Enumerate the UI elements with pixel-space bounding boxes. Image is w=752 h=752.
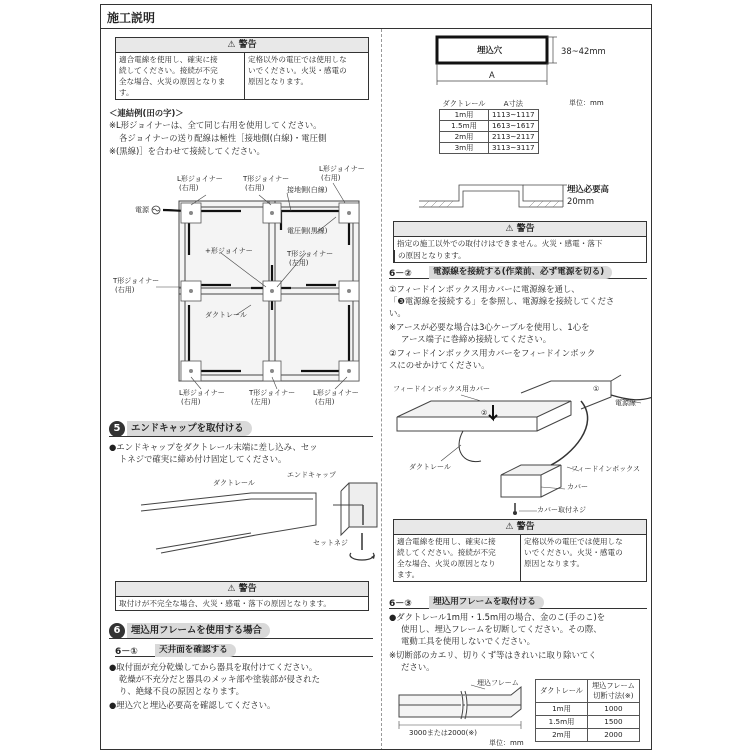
label-unit-1: 単位：mm — [569, 99, 604, 107]
label-t-joiner-mid-sub: (左用) — [289, 259, 309, 267]
section-6-1-line-2: 乾燥が不充分だと器具のメッキ部や塗装部が侵された — [119, 674, 320, 684]
label-cutout-hole: 埋込穴 — [477, 45, 503, 55]
label-t-joiner-bottom: T形ジョイナー — [249, 389, 296, 397]
label-power: 電源 — [135, 206, 149, 214]
frame-illustration — [101, 5, 652, 750]
frame-cut-table: ダクトレール 埋込フレーム 切断寸法(※) 1m用 1000 1.5m用 1500 2m用 2000 — [535, 679, 640, 742]
label-l-joiner-br: L形ジョイナー — [313, 389, 359, 397]
label-unit-2: 単位：mm — [489, 739, 524, 747]
warning-box-install: ⚠ 警告 指定の施工以外での取付けはできません。火災・感電・落下 の原因となります。 — [393, 221, 647, 263]
section-6-1-line-1: ●取付面が充分乾燥してから器具を取付けてください。 — [109, 662, 318, 672]
section-6-header: 6 埋込用フレームを使用する場合 — [109, 625, 373, 639]
label-set-screw: セットネジ — [313, 539, 348, 547]
warning-box-endcap: ⚠ 警告 取付けが不完全な場合、火災・感電・落下の原因となります。 — [115, 581, 369, 611]
label-l-joiner-tl-sub: (右用) — [179, 184, 199, 192]
label-ground-white: 接地側(白線) — [287, 186, 328, 194]
label-endcap: エンドキャップ — [287, 471, 336, 479]
section-6-3-line-1: ●ダクトレール1m用・1.5m用の場合、金のこ(手のこ)を — [389, 612, 606, 622]
label-embed-height-value: 20mm — [567, 196, 594, 206]
section-6-3-header: 6－③ 埋込用フレームを取付ける — [389, 597, 647, 609]
section-6-1-line-3: り、絶縁不良の原因となります。 — [119, 686, 244, 696]
section-6-2-line-5: アース端子に巻締め接続してください。 — [401, 334, 552, 344]
section-6-2-line-2: 「❸電源線を接続する」を参照し、電源線を接続してくださ — [389, 296, 615, 306]
table-row: 3m用 3113~3117 — [440, 143, 539, 154]
label-l-joiner-tr-sub: (右用) — [321, 174, 341, 182]
label-l-joiner-bl-sub: (右用) — [181, 398, 201, 406]
connection-note-1: ※L形ジョイナーは、全て同じ右用を使用してください。 — [109, 120, 322, 130]
section-6-3-line-4: ※切断部のカエリ、切りくず等はきれいに取り除いてく — [389, 650, 597, 660]
table-row: 2m用 2000 — [536, 729, 640, 742]
label-cover: カバー — [567, 483, 588, 491]
warning-box-wiring-2: ⚠ 警告 適合電線を使用し、確実に接 続してください。接続が不完 全な場合、火災の原因となり ます。 定格以外の電圧では使用しな いでください。火災・感電の 原因となります。 — [393, 519, 647, 582]
label-l-joiner-tl: L形ジョイナー — [177, 175, 223, 183]
label-t-joiner-side: T形ジョイナー — [113, 277, 160, 285]
label-voltage-black: 電圧側(黒線) — [287, 227, 328, 235]
section-5-line-2: トネジで確実に締め付け固定してください。 — [119, 454, 287, 464]
label-feedin-cover: フィードインボックス用カバー — [393, 385, 491, 393]
warning-text-right: 定格以外の電圧では使用しな いでください。火災・感電の 原因となります。 — [244, 53, 350, 99]
label-embed-frame: 埋込フレーム — [477, 679, 519, 687]
section-6-2-line-7: スにのせかけてください。 — [389, 360, 490, 370]
label-frame-length: 3000または2000(※) — [409, 729, 477, 737]
section-6-1-line-4: ●埋込穴と埋込必要高を確認してください。 — [109, 700, 276, 710]
label-t-joiner-top: T形ジョイナー — [243, 175, 290, 183]
connection-heading: ＜連結例(田の字)＞ — [109, 108, 184, 118]
label-l-joiner-tr: L形ジョイナー — [319, 165, 365, 173]
instruction-page — [100, 4, 652, 750]
table-row: 1.5m用 1500 — [536, 716, 640, 729]
table-row: 2m用 2113~2117 — [440, 132, 539, 143]
label-dimension-a: A — [489, 70, 495, 80]
label-cover-screw: カバー取付ネジ — [537, 506, 586, 514]
label-mark-2: ② — [481, 409, 488, 417]
label-plus-joiner: +形ジョイナー — [205, 247, 253, 255]
label-duct-rail-6: ダクトレール — [409, 463, 451, 471]
label-l-joiner-br-sub: (右用) — [315, 398, 335, 406]
section-6-1-header: 6－① 天井面を確認する — [115, 645, 373, 657]
warning-text-left: 適合電線を使用し、確実に接 続してください。接続が不完 全な場合、火災の原因となりま す。 — [119, 55, 226, 97]
cutout-table: ダクトレール A寸法 1m用 1113~1117 1.5m用 1613~1617 2m用 2113~2117 3m用 3113~3117 — [439, 99, 539, 154]
section-5-line-1: ●エンドキャップをダクトレール末端に差し込み、セッ — [109, 442, 318, 452]
label-t-joiner-bottom-sub: (左用) — [251, 398, 271, 406]
table-row: 1m用 1000 — [536, 703, 640, 716]
warning-header: ⚠ 警告 — [116, 38, 368, 53]
page-title: 施工説明 — [107, 11, 156, 25]
connection-note-3: ※(黒線)］を合わせて接続してください。 — [109, 146, 265, 156]
label-t-joiner-mid: T形ジョイナー — [287, 250, 334, 258]
section-6-2-line-1: ①フィードインボックス用カバーに電源線を通し、 — [389, 284, 580, 294]
label-mark-1: ① — [593, 385, 600, 393]
section-6-3-line-2: 使用し、埋込フレームを切断してください。その際、 — [401, 624, 602, 634]
label-embed-height: 埋込必要高 — [567, 184, 609, 194]
section-5-header: 5 エンドキャップを取付ける — [109, 423, 373, 437]
section-6-3-line-5: ださい。 — [401, 662, 435, 672]
section-6-3-line-3: 電動工具を使用しないでください。 — [401, 636, 535, 646]
label-cutout-size: 38~42mm — [561, 46, 606, 56]
connection-note-2: 各ジョイナーの送り配線は極性［接地側(白線)・電圧側 — [119, 133, 327, 143]
section-6-2-header: 6－② 電源線を接続する(作業前、必ず電源を切る) — [389, 267, 647, 279]
label-power-line: 電源線 — [615, 399, 636, 407]
label-duct-rail-5: ダクトレール — [213, 479, 255, 487]
section-6-2-line-4: ※アースが必要な場合は3心ケーブルを使用し、1心を — [389, 322, 590, 332]
section-6-2-line-3: い。 — [389, 308, 406, 318]
label-t-joiner-side-sub: (右用) — [115, 286, 135, 294]
table-row: 1.5m用 1613~1617 — [440, 121, 539, 132]
label-l-joiner-bl: L形ジョイナー — [179, 389, 225, 397]
label-t-joiner-top-sub: (右用) — [245, 184, 265, 192]
section-6-2-line-6: ②フィードインボックス用カバーをフィードインボック — [389, 348, 596, 358]
label-duct-rail: ダクトレール — [205, 311, 247, 319]
label-feedin-box: フィードインボックス — [571, 465, 641, 473]
table-row: 1m用 1113~1117 — [440, 110, 539, 121]
